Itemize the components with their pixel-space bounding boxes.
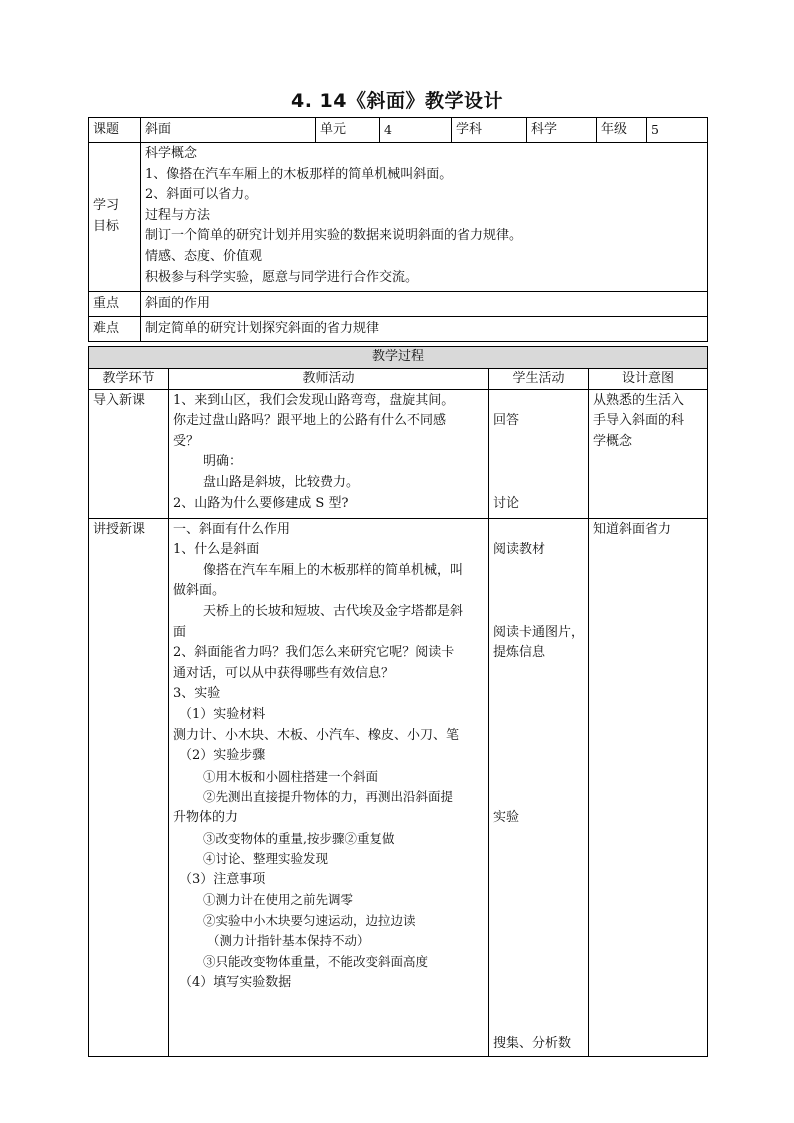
unit-value: 4	[380, 118, 452, 143]
teach-row	[89, 518, 708, 1056]
header-row	[89, 118, 708, 143]
teach-student: 阅读教材 阅读卡通图片， 提炼信息 实验 搜集、分析数	[489, 518, 589, 1056]
key-point-value: 斜面的作用	[141, 292, 708, 317]
intro-stage: 导入新课	[89, 389, 169, 518]
section-title-row	[89, 347, 708, 369]
difficulty-row	[89, 317, 708, 342]
intro-student: 回答 讨论	[489, 389, 589, 518]
goals-row	[89, 143, 708, 292]
unit-label: 单元	[316, 118, 380, 143]
intro-teacher: 1、来到山区，我们会发现山路弯弯，盘旋其间。 你走过盘山路吗？跟平地上的公路有什么不同感 受？ 明确： 盘山路是斜坡，比较费力。 2、山路为什么要修建成 S 型?	[169, 389, 489, 518]
document-title: 4. 14《斜面》教学设计	[291, 90, 503, 112]
difficulty-value: 制定简单的研究计划探究斜面的省力规律	[141, 317, 708, 342]
grade-label: 年级	[597, 118, 647, 143]
col-header-intent: 设计意图	[589, 368, 708, 389]
teach-teacher: 一、斜面有什么作用 1、什么是斜面 像搭在汽车车厢上的木板那样的简单机械，叫 做斜面。 天桥上的长坡和短坡、古代埃及金字塔都是斜 面 2、斜面能省力吗？我们怎么来研究它呢？阅读卡 通对话，可以从中获得哪些有效信息？ 3、实验 （1）实验材料 测力计、小木块、木板、小汽车、橡皮、小刀、笔 （2）实验步骤 ①用木板和小圆柱搭建一个斜面 ②先测出直接提升物体的力，再测出沿斜面提 升物体的力 ③改变物体的重量,按步骤②重复做 ④讨论、整理实验发现 （3）注意事项 ①测力计在使用之前先调零 ②实验中小木块要匀速运动，边拉边读 （测力计指针基本保持不动） ③只能改变物体重量，不能改变斜面高度 （4）填写实验数据	[169, 518, 489, 1056]
intro-row	[89, 389, 708, 518]
topic-value: 斜面	[141, 118, 316, 143]
col-header-stage: 教学环节	[89, 368, 169, 389]
goals-content: 科学概念 1、像搭在汽车车厢上的木板那样的简单机械叫斜面。 2、斜面可以省力。 过程与方法 制订一个简单的研究计划并用实验的数据来说明斜面的省力规律。 情感、态度、价值观 积极参与科学实验，愿意与同学进行合作交流。	[141, 143, 708, 292]
section-title: 教学过程	[89, 347, 708, 369]
column-header-row	[89, 368, 708, 389]
goals-label: 学习 目标	[89, 143, 141, 292]
teaching-process-table	[88, 346, 708, 1057]
key-point-row	[89, 292, 708, 317]
subject-label: 学科	[452, 118, 527, 143]
col-header-student: 学生活动	[489, 368, 589, 389]
subject-value: 科学	[527, 118, 597, 143]
teach-intent: 知道斜面省力	[589, 518, 708, 1056]
key-point-label: 重点	[89, 292, 141, 317]
lesson-info-table	[88, 117, 708, 342]
col-header-teacher: 教师活动	[169, 368, 489, 389]
intro-intent: 从熟悉的生活入 手导入斜面的科 学概念	[589, 389, 708, 518]
difficulty-label: 难点	[89, 317, 141, 342]
teach-stage: 讲授新课	[89, 518, 169, 1056]
grade-value: 5	[647, 118, 708, 143]
topic-label: 课题	[89, 118, 141, 143]
